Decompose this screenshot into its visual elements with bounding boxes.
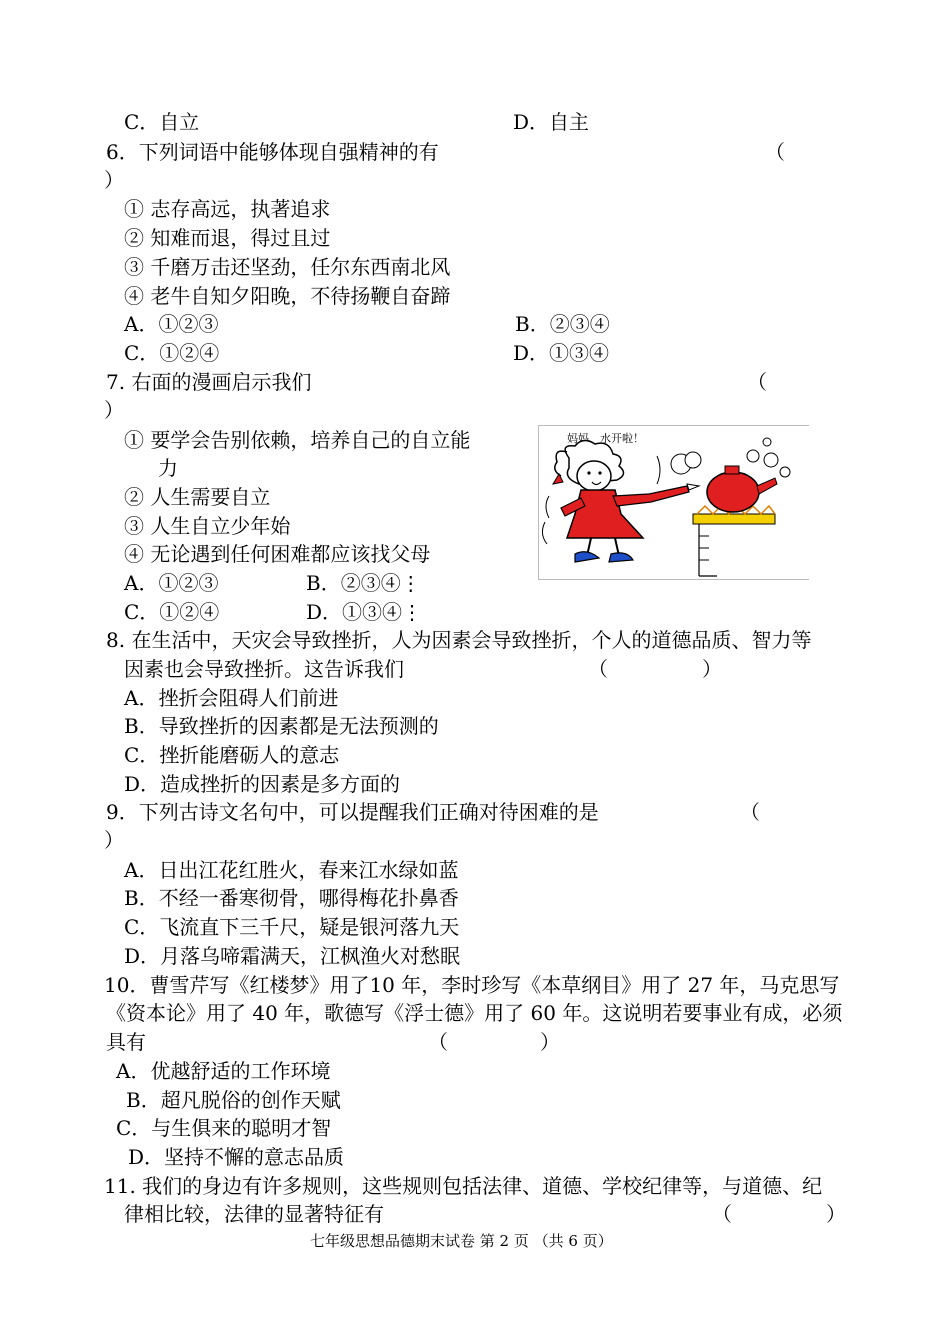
q9-option-c: C．飞流直下三千尺，疑是银河落九天 — [124, 915, 460, 939]
q8-answer-paren-open: （ — [588, 657, 608, 681]
q7-item-2: ② 人生需要自立 — [124, 485, 271, 509]
q7-answer-paren-close: ） — [104, 398, 124, 422]
q7-option-b: B．②③④⋮ — [306, 571, 421, 595]
q10-stem-line-1: 10．曹雪芹写《红楼梦》用了10 年，李时珍写《本草纲目》用了 27 年，马克思写 — [104, 973, 840, 997]
cartoon-caption: 妈妈，水开啦！ — [567, 432, 644, 445]
q6-answer-paren-open: （ — [765, 140, 785, 164]
q8-option-a: A．挫折会阻碍人们前进 — [124, 686, 339, 710]
q7-item-3: ③ 人生自立少年始 — [124, 514, 291, 538]
q9-option-b: B．不经一番寒彻骨，哪得梅花扑鼻香 — [124, 886, 459, 910]
q5-option-c: C．自立 — [124, 110, 200, 134]
q5-option-d: D．自主 — [513, 110, 590, 134]
q7-option-c: C．①②④ — [124, 600, 220, 624]
q10-option-d: D．坚持不懈的意志品质 — [128, 1145, 345, 1169]
q7-option-d: D．①③④⋮ — [306, 600, 423, 624]
q8-option-b: B．导致挫折的因素都是无法预测的 — [124, 714, 439, 738]
q9-option-a: A．日出江花红胜火，春来江水绿如蓝 — [124, 858, 459, 882]
page-footer: 七年级思想品德期末试卷 第 2 页 （共 6 页） — [310, 1232, 613, 1250]
q10-answer-paren-open: （ — [428, 1030, 448, 1054]
q6-answer-paren-close: ） — [104, 168, 124, 192]
q8-stem-line-1: 8. 在生活中，天灾会导致挫折，人为因素会导致挫折，个人的道德品质、智力等 — [106, 628, 812, 652]
q6-option-d: D．①③④ — [513, 341, 610, 365]
q10-stem-line-3: 具有 — [106, 1030, 146, 1054]
q6-item-4: ④ 老牛自知夕阳晚，不待扬鞭自奋蹄 — [124, 284, 451, 308]
q11-answer-paren-close: ） — [826, 1202, 846, 1226]
q11-stem-line-1: 11. 我们的身边有许多规则，这些规则包括法律、道德、学校纪律等，与道德、纪 — [104, 1174, 823, 1198]
q6-option-c: C．①②④ — [124, 341, 220, 365]
q8-option-c: C．挫折能磨砺人的意志 — [124, 743, 340, 767]
q8-option-d: D．造成挫折的因素是多方面的 — [124, 772, 401, 796]
q7-item-1-line-1: ① 要学会告别依赖，培养自己的自立能 — [124, 428, 471, 452]
q6-item-2: ② 知难而退，得过且过 — [124, 226, 331, 250]
q8-answer-paren-close: ） — [702, 657, 722, 681]
q9-answer-paren-close: ） — [104, 828, 124, 852]
q9-stem: 9．下列古诗文名句中，可以提醒我们正确对待困难的是 — [106, 800, 599, 824]
q6-option-a: A．①②③ — [124, 312, 219, 336]
q7-stem: 7. 右面的漫画启示我们 — [106, 370, 312, 394]
q10-answer-paren-close: ） — [540, 1030, 560, 1054]
q6-option-b: B．②③④ — [515, 312, 610, 336]
q6-item-1: ① 志存高远，执著追求 — [124, 197, 331, 221]
q10-option-a: A．优越舒适的工作环境 — [116, 1059, 331, 1083]
q7-item-4: ④ 无论遇到任何困难都应该找父母 — [124, 542, 431, 566]
q7-option-a: A．①②③ — [124, 571, 219, 595]
q7-item-1-line-2: 力 — [158, 456, 178, 480]
q6-item-3: ③ 千磨万击还坚劲，任尔东西南北风 — [124, 255, 451, 279]
q11-answer-paren-open: （ — [712, 1202, 732, 1226]
q11-stem-line-2: 律相比较，法律的显著特征有 — [124, 1202, 384, 1226]
q9-option-d: D．月落乌啼霜满天，江枫渔火对愁眠 — [124, 944, 461, 968]
q10-option-b: B．超凡脱俗的创作天赋 — [126, 1088, 341, 1112]
q8-stem-line-2: 因素也会导致挫折。这告诉我们 — [124, 657, 404, 681]
q10-stem-line-2: 《资本论》用了 40 年，歌德写《浮士德》用了 60 年。这说明若要事业有成，必须 — [106, 1001, 843, 1025]
q6-stem: 6．下列词语中能够体现自强精神的有 — [106, 140, 439, 164]
q7-answer-paren-open: （ — [747, 370, 767, 394]
cartoon-drawing — [539, 426, 809, 579]
q7-cartoon-image — [538, 425, 809, 580]
q9-answer-paren-open: （ — [740, 800, 760, 824]
q10-option-c: C．与生俱来的聪明才智 — [116, 1116, 332, 1140]
